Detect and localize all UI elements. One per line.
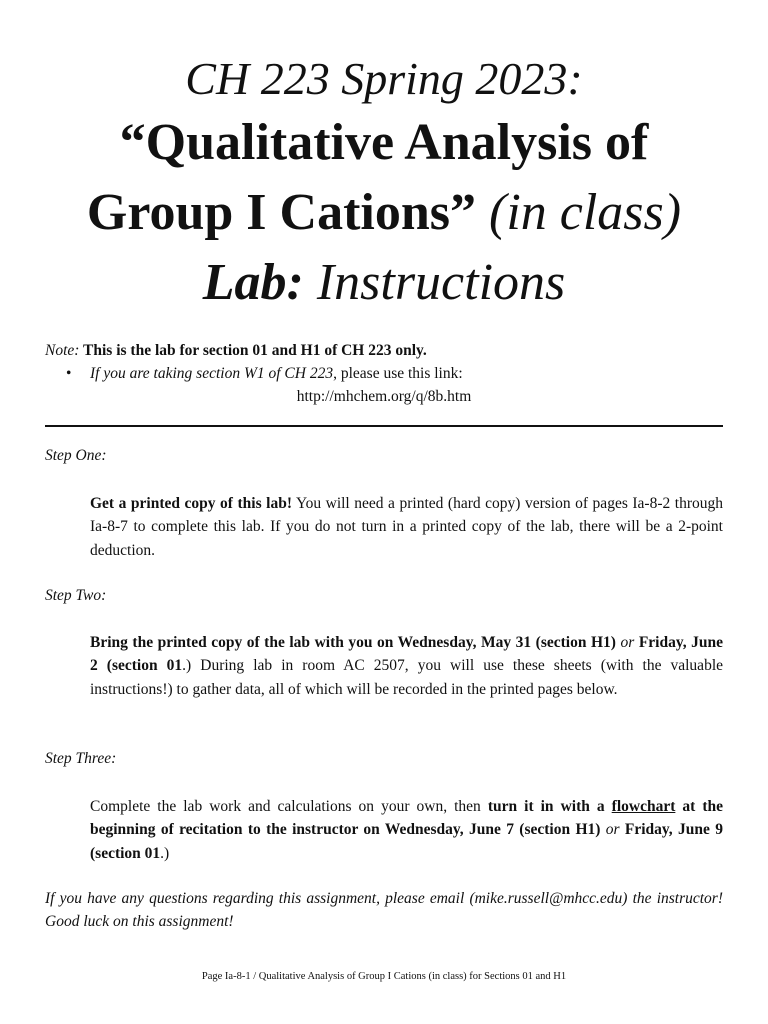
flowchart-term: flowchart [611, 798, 676, 815]
step-two-label: Step Two: [45, 587, 107, 604]
bullet-text: , please use this link: [333, 365, 463, 382]
note-text: This is the lab for section 01 and H1 of CH 223 only. [79, 342, 427, 359]
step-three-label: Step Three: [45, 750, 117, 767]
step-three-bold-1: turn it in with a [487, 798, 612, 815]
lab-title-line-3 [0, 248, 768, 318]
step-three-text: Complete the lab work and calculations on your own, then [90, 798, 488, 815]
lab-title-bold: Group I Cations” [86, 184, 477, 241]
note-label: Note: [45, 342, 80, 359]
step-three-body [90, 795, 723, 865]
step-two-bold-1: Bring the printed copy of the lab with you on Wednesday, May 31 (section H1) [90, 634, 616, 651]
document-title [0, 50, 768, 318]
bullet-italic-text: If you are taking section W1 of CH 223 [90, 365, 334, 382]
section-w1-link[interactable]: http://mhchem.org/q/8b.htm [296, 388, 472, 405]
step-one-text: You will need a printed (hard copy) version of pages Ia-8-2 through Ia-8-7 to complete this lab. If you do not turn in a printed copy of the lab, there will be a 2-point deduction. [90, 495, 723, 559]
instructions-label: Instructions [303, 254, 566, 311]
lab-label: Lab: [202, 254, 304, 311]
step-one-body [90, 492, 723, 562]
lab-title-line-1: “Qualitative Analysis of [119, 114, 649, 171]
step-two-or: or [615, 634, 639, 651]
lab-title-line-2 [0, 178, 768, 248]
step-two-text: .) During lab in room AC 2507, you will use these sheets (with the valuable instructions!) to gather data, all of which will be recorded in the printed pages below. [90, 657, 723, 698]
section-note [45, 340, 725, 362]
step-one-label: Step One: [45, 447, 107, 464]
bullet-icon: • [66, 365, 72, 382]
step-one-bold: Get a printed copy of this lab! [90, 495, 292, 512]
step-three-end: .) [160, 844, 170, 862]
horizontal-divider [45, 425, 723, 427]
step-three-bold-3: Friday, June 9 (section 01 [90, 821, 723, 862]
course-heading: CH 223 Spring 2023: [185, 53, 583, 104]
step-two-body [90, 631, 723, 701]
step-three-or: or [600, 821, 625, 839]
lab-title-inclass: (in class) [476, 184, 682, 241]
closing-note: If you have any questions regarding this assignment, please email (mike.russell@mhcc.edu) the instructor! Good luck on this assignment! [45, 890, 723, 930]
note-bullet [66, 363, 716, 385]
page-footer: Page Ia-8-1 / Qualitative Analysis of Group I Cations (in class) for Sections 01 and H1 [201, 971, 567, 982]
step-three-bold-2: at the beginning of recitation to the instructor on Wednesday, June 7 (section H1) [90, 798, 723, 839]
step-two-bold-2: Friday, June 2 (section 01 [90, 634, 724, 675]
